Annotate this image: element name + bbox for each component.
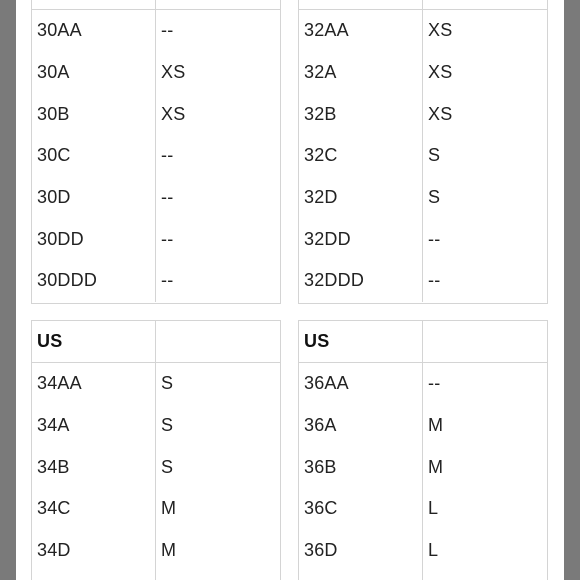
- size-cell: XS: [428, 62, 453, 83]
- table-row: [32, 135, 280, 177]
- size-cell: [423, 571, 547, 580]
- header-cell-region: US: [299, 321, 423, 362]
- size-cell: M: [161, 540, 177, 561]
- band-cup-cell: 30B: [32, 93, 156, 135]
- header-cell-size: [156, 321, 280, 362]
- table-row: [299, 93, 547, 135]
- table-row: [299, 571, 547, 580]
- size-cell: --: [428, 270, 441, 291]
- table-row: [299, 218, 547, 260]
- table-body: [32, 10, 280, 302]
- size-cell: L: [428, 498, 439, 519]
- table-row: [299, 363, 547, 405]
- band-cup-cell: 36A: [299, 405, 423, 447]
- size-cell: --: [428, 373, 441, 394]
- size-cell: M: [428, 415, 444, 436]
- table-row: [32, 446, 280, 488]
- size-chart-page: [16, 0, 564, 580]
- size-table-30: [31, 0, 281, 304]
- size-cell: XS: [428, 103, 453, 124]
- band-cup-cell: 34D: [32, 530, 156, 572]
- band-cup-cell: 30D: [32, 177, 156, 219]
- size-cell: --: [161, 20, 174, 41]
- table-row: [32, 177, 280, 219]
- size-cell: S: [428, 145, 441, 166]
- table-row: [299, 135, 547, 177]
- table-row: [32, 10, 280, 52]
- size-cell: M: [161, 498, 177, 519]
- size-cell: M: [428, 456, 444, 477]
- header-cell-size: [156, 0, 280, 9]
- band-cup-cell: 32AA: [299, 10, 423, 52]
- band-cup-cell: 32DD: [299, 218, 423, 260]
- band-cup-cell: 30A: [32, 52, 156, 94]
- band-cup-cell: [32, 571, 156, 580]
- band-cup-cell: 32C: [299, 135, 423, 177]
- size-cell: S: [428, 187, 441, 208]
- header-cell-region: [32, 0, 156, 9]
- band-cup-cell: 30DD: [32, 218, 156, 260]
- table-row: [299, 52, 547, 94]
- band-cup-cell: 32A: [299, 52, 423, 94]
- size-table-34: [31, 320, 281, 580]
- table-row: [32, 488, 280, 530]
- size-cell: S: [161, 456, 174, 477]
- band-cup-cell: 34C: [32, 488, 156, 530]
- table-body: [299, 363, 547, 580]
- table-row: [299, 10, 547, 52]
- table-row: [32, 405, 280, 447]
- header-cell-size: [423, 0, 547, 9]
- band-cup-cell: 36C: [299, 488, 423, 530]
- table-header-row: [32, 0, 280, 10]
- table-row: [299, 530, 547, 572]
- header-cell-region: US: [32, 321, 156, 362]
- band-cup-cell: 32D: [299, 177, 423, 219]
- table-row: [32, 52, 280, 94]
- band-cup-cell: 32B: [299, 93, 423, 135]
- table-body: [299, 10, 547, 302]
- band-cup-cell: [299, 571, 423, 580]
- size-cell: --: [161, 145, 174, 166]
- header-cell-size: [423, 321, 547, 362]
- table-row: [299, 488, 547, 530]
- band-cup-cell: 36AA: [299, 363, 423, 405]
- table-row: [32, 218, 280, 260]
- band-cup-cell: 34AA: [32, 363, 156, 405]
- size-table-36: [298, 320, 548, 580]
- band-cup-cell: 36B: [299, 446, 423, 488]
- size-cell: XS: [428, 20, 453, 41]
- table-header-row: [299, 321, 547, 363]
- band-cup-cell: 30C: [32, 135, 156, 177]
- size-cell: [156, 571, 280, 580]
- table-row: [32, 260, 280, 302]
- table-row: [32, 530, 280, 572]
- table-row: [32, 571, 280, 580]
- size-cell: S: [161, 415, 174, 436]
- table-row: [299, 260, 547, 302]
- table-header-row: [32, 321, 280, 363]
- size-cell: --: [161, 187, 174, 208]
- size-cell: S: [161, 373, 174, 394]
- band-cup-cell: 30AA: [32, 10, 156, 52]
- band-cup-cell: 34B: [32, 446, 156, 488]
- band-cup-cell: 34A: [32, 405, 156, 447]
- size-cell: --: [161, 270, 174, 291]
- size-cell: XS: [161, 103, 186, 124]
- table-body: [32, 363, 280, 580]
- size-table-32: [298, 0, 548, 304]
- band-cup-cell: 36D: [299, 530, 423, 572]
- band-cup-cell: 30DDD: [32, 260, 156, 302]
- size-cell: XS: [161, 62, 186, 83]
- size-cell: L: [428, 540, 439, 561]
- table-header-row: [299, 0, 547, 10]
- size-cell: --: [161, 228, 174, 249]
- table-row: [32, 93, 280, 135]
- table-row: [299, 405, 547, 447]
- header-cell-region: [299, 0, 423, 9]
- band-cup-cell: 32DDD: [299, 260, 423, 302]
- size-cell: --: [428, 228, 441, 249]
- table-row: [299, 177, 547, 219]
- table-row: [32, 363, 280, 405]
- table-row: [299, 446, 547, 488]
